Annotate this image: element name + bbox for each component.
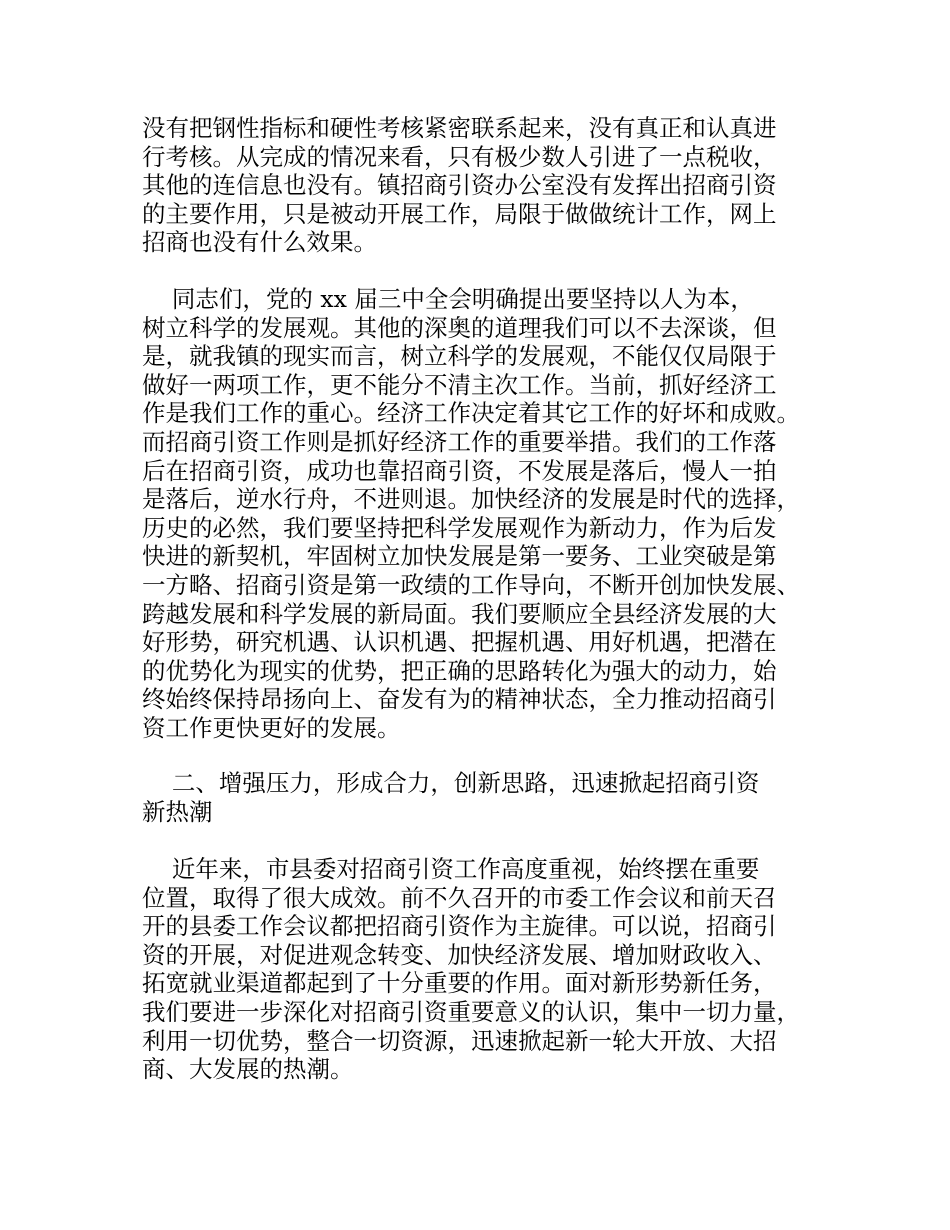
paragraph-1 [142, 114, 832, 257]
paragraph-line: 的主要作用，只是被动开展工作，局限于做做统计工作，网上 [142, 199, 777, 228]
paragraph-line: 终始终保持昂扬向上、奋发有为的精神状态，全力推动招商引 [142, 685, 777, 714]
paragraph-line: 位置，取得了很大成效。前不久召开的市委工作会议和前天召 [142, 883, 777, 912]
paragraph-line: 做好一两项工作，更不能分不清主次工作。当前，抓好经济工 [142, 370, 777, 399]
paragraph-line: 后在招商引资，成功也靠招商引资，不发展是落后，慢人一拍 [142, 456, 777, 485]
paragraph-line: 拓宽就业渠道都起到了十分重要的作用。面对新形势新任务， [142, 969, 777, 998]
paragraph-line: 近年来，市县委对招商引资工作高度重视，始终摆在重要 [142, 855, 760, 883]
paragraph-line: 资工作更快更好的发展。 [142, 713, 401, 742]
paragraph-line: 快进的新契机，牢固树立加快发展是第一要务、工业突破是第 [142, 542, 777, 571]
paragraph-line: 其他的连信息也没有。镇招商引资办公室没有发挥出招商引资 [142, 171, 777, 200]
paragraph-line: 资的开展，对促进观念转变、加快经济发展、增加财政收入、 [142, 940, 777, 969]
paragraph-line: 商、大发展的热潮。 [142, 1055, 354, 1084]
heading-line: 新热潮 [142, 797, 213, 826]
paragraph-line: 作是我们工作的重心。经济工作决定着其它工作的好坏和成败。 [142, 399, 800, 428]
paragraph-line: 而招商引资工作则是抓好经济工作的重要举措。我们的工作落 [142, 427, 777, 456]
paragraph-line: 是，就我镇的现实而言，树立科学的发展观，不能仅仅局限于 [142, 342, 777, 371]
paragraph-2 [142, 285, 832, 743]
paragraph-line: 一方略、招商引资是第一政绩的工作导向，不断开创加快发展、 [142, 570, 800, 599]
paragraph-line: 同志们，党的 xx 届三中全会明确提出要坚持以人为本， [142, 285, 754, 313]
paragraph-line: 没有把钢性指标和硬性考核紧密联系起来，没有真正和认真进 [142, 114, 777, 142]
paragraph-line: 我们要进一步深化对招商引资重要意义的认识，集中一切力量， [142, 997, 800, 1026]
paragraph-line: 行考核。从完成的情况来看，只有极少数人引进了一点税收， [142, 142, 777, 171]
paragraph-line: 招商也没有什么效果。 [142, 228, 377, 257]
paragraph-line: 的优势化为现实的优势，把正确的思路转化为强大的动力，始 [142, 656, 777, 685]
paragraph-line: 开的县委工作会议都把招商引资作为主旋律。可以说，招商引 [142, 912, 777, 941]
paragraph-line: 历史的必然，我们要坚持把科学发展观作为新动力，作为后发 [142, 513, 777, 542]
paragraph-line: 好形势，研究机遇、认识机遇、把握机遇、用好机遇，把潜在 [142, 628, 777, 657]
paragraph-3 [142, 855, 832, 1084]
heading-line: 二、增强压力，形成合力，创新思路，迅速掀起招商引资 [142, 769, 760, 797]
paragraph-line: 跨越发展和科学发展的新局面。我们要顺应全县经济发展的大 [142, 599, 777, 628]
paragraph-line: 树立科学的发展观。其他的深奥的道理我们可以不去深谈，但 [142, 313, 777, 342]
paragraph-line: 是落后，逆水行舟，不进则退。加快经济的发展是时代的选择， [142, 485, 800, 514]
paragraph-line: 利用一切优势，整合一切资源，迅速掀起新一轮大开放、大招 [142, 1026, 777, 1055]
section-heading [142, 769, 832, 826]
